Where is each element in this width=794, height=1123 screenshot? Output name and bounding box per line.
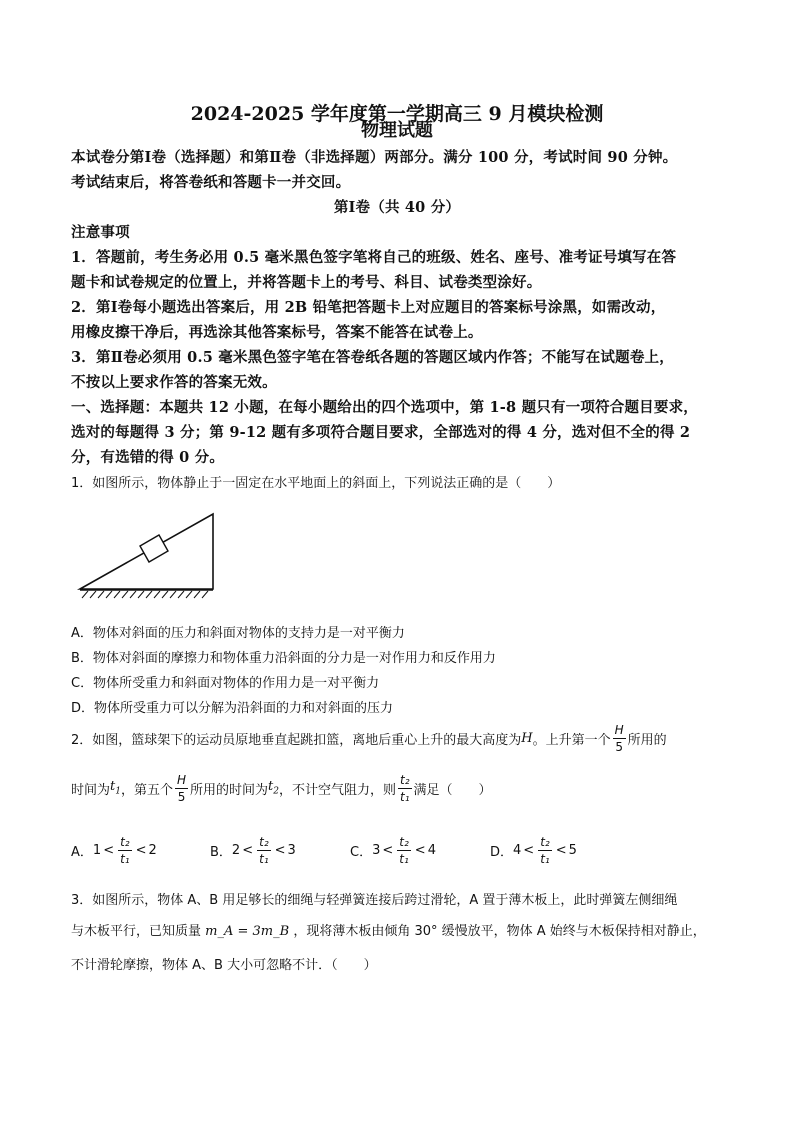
q1-option-c: C．物体所受重力和斜面对物体的作用力是一对平衡力 [71, 676, 380, 691]
option-low: 2 [231, 842, 241, 858]
fraction-numerator: H [177, 772, 187, 787]
ratio-numerator: t₂ [120, 834, 130, 849]
note-2-line-1: 2．第Ⅰ卷每小题选出答案后，用 2B 铅笔把答题卡上对应题目的答案标号涂黑，如需改动， [71, 299, 666, 316]
ratio-denominator: t₁ [120, 851, 130, 866]
less-than: < [414, 842, 426, 858]
fraction-denominator: 5 [177, 789, 186, 804]
exam-title: 2024-2025 学年度第一学期高三 9 月模块检测 [190, 103, 604, 125]
less-than: < [523, 842, 535, 858]
incline-diagram [76, 510, 216, 602]
ratio-numerator: t₂ [399, 834, 409, 849]
option-low: 1 [92, 842, 102, 858]
t1-subscript: 1 [115, 786, 121, 797]
q2-t2 [268, 779, 279, 797]
ratio-denominator: t₁ [399, 851, 409, 866]
section1-line-1: 一、选择题：本题共 12 小题，在每小题给出的四个选项中，第 1-8 题只有一项符合题目要求， [71, 399, 698, 416]
q2-line2-pre: 时间为 [71, 782, 111, 798]
note-1-line-1: 1．答题前，考生务必用 0.5 毫米黑色签字笔将自己的班级、姓名、座号、准考证号填写在答 [71, 249, 677, 266]
q2-line1-mid: 。上升第一个 [532, 732, 611, 748]
less-than: < [103, 842, 115, 858]
q2-option-b [210, 830, 296, 870]
q1-option-d: D．物体所受重力可以分解为沿斜面的力和对斜面的压力 [71, 701, 394, 716]
q2-line-1 [71, 718, 667, 758]
q2-line2-post: 满足（ ） [413, 782, 492, 798]
subject-title: 物理试题 [361, 120, 433, 141]
fraction-numerator: H [614, 722, 624, 737]
option-low: 4 [513, 842, 522, 858]
option-high: 3 [287, 842, 296, 858]
less-than: < [382, 842, 394, 858]
q2-line2-mid: ，第五个 [120, 782, 173, 798]
intro-line-2: 考试结束后，将答卷纸和答题卡一并交回。 [71, 174, 351, 191]
less-than: < [242, 842, 254, 858]
section1-line-2: 选对的每题得 3 分；第 9-12 题有多项符合题目要求，全部选对的得 4 分，选对但不全的得 2 [71, 424, 691, 441]
option-ratio [257, 834, 271, 867]
q2-option-a [71, 830, 157, 870]
part1-heading: 第Ⅰ卷（共 40 分） [333, 199, 461, 216]
q2-var-h: H [521, 730, 533, 746]
option-high: 4 [427, 842, 436, 858]
notes-heading: 注意事项 [71, 224, 130, 241]
intro-line-1: 本试卷分第Ⅰ卷（选择题）和第Ⅱ卷（非选择题）两部分。满分 100 分，考试时间 90 分钟。 [71, 149, 678, 166]
note-3-line-2: 不按以上要求作答的答案无效。 [71, 374, 277, 391]
option-label: A． [71, 844, 93, 860]
ratio-numerator: t₂ [400, 772, 410, 787]
q2-line1-pre: 2．如图，篮球架下的运动员原地垂直起跳扣篮，离地后重心上升的最大高度为 [71, 732, 522, 748]
q2-line1-post: 所用的 [627, 732, 667, 748]
note-2-line-2: 用橡皮擦干净后，再选涂其他答案标号，答案不能答在试卷上。 [71, 324, 483, 341]
option-label: D． [490, 844, 514, 860]
fraction-denominator: 5 [615, 739, 623, 754]
q2-t1 [110, 779, 121, 797]
q1-option-b: B．物体对斜面的摩擦力和物体重力沿斜面的分力是一对作用力和反作用力 [71, 651, 496, 666]
q3-mass-equation: m_A = 3m_B [205, 924, 290, 939]
t2-symbol: t [268, 779, 274, 795]
option-high: 5 [568, 842, 577, 858]
less-than: < [135, 842, 147, 858]
q2-line-2 [71, 768, 492, 808]
option-ratio [397, 834, 411, 867]
t2-subscript: 2 [273, 786, 280, 797]
q2-fraction-h-5 [613, 722, 626, 755]
option-ratio [118, 834, 132, 867]
q2-ratio-t2-t1 [398, 772, 412, 805]
q3-line2-post: ，现将薄木板由倾角 30° 缓慢放平，物体 A 始终与木板保持相对静止， [293, 924, 706, 939]
q3-line2-pre: 与木板平行，已知质量 [71, 924, 202, 939]
q2-line2-mid2: 所用的时间为 [190, 782, 269, 798]
note-1-line-2: 题卡和试卷规定的位置上，并将答题卡上的考号、科目、试卷类型涂好。 [71, 274, 542, 291]
option-low: 3 [372, 842, 381, 858]
q2-option-d [490, 830, 577, 870]
option-ratio [538, 834, 552, 867]
option-label: B． [210, 844, 232, 860]
section1-line-3: 分，有选错的得 0 分。 [71, 449, 225, 466]
ratio-denominator: t₁ [259, 851, 269, 866]
less-than: < [274, 842, 286, 858]
q2-line2-mid3: ，不计空气阻力，则 [279, 782, 397, 798]
q2-fraction-h-5-b [175, 772, 188, 805]
ratio-denominator: t₁ [400, 789, 410, 804]
q3-line-3: 不计滑轮摩擦，物体 A、B 大小可忽略不计．（ ） [71, 958, 377, 973]
ratio-numerator: t₂ [259, 834, 269, 849]
t1-symbol: t [110, 779, 116, 795]
q1-option-a: A．物体对斜面的压力和斜面对物体的支持力是一对平衡力 [71, 626, 405, 641]
less-than: < [555, 842, 567, 858]
ratio-denominator: t₁ [540, 851, 550, 866]
option-label: C． [350, 844, 373, 860]
q1-stem: 1．如图所示，物体静止于一固定在水平地面上的斜面上，下列说法正确的是（ ） [71, 476, 561, 491]
q3-line-1: 3．如图所示，物体 A、B 用足够长的细绳与轻弹簧连接后跨过滑轮，A 置于薄木板上，此时弹簧左侧细绳 [71, 893, 678, 908]
note-3-line-1: 3．第Ⅱ卷必须用 0.5 毫米黑色签字笔在答卷纸各题的答题区域内作答；不能写在试题卷上， [71, 349, 674, 366]
q3-line-2 [71, 920, 706, 939]
option-high: 2 [148, 842, 157, 858]
q2-option-c [350, 830, 436, 870]
ratio-numerator: t₂ [540, 834, 550, 849]
